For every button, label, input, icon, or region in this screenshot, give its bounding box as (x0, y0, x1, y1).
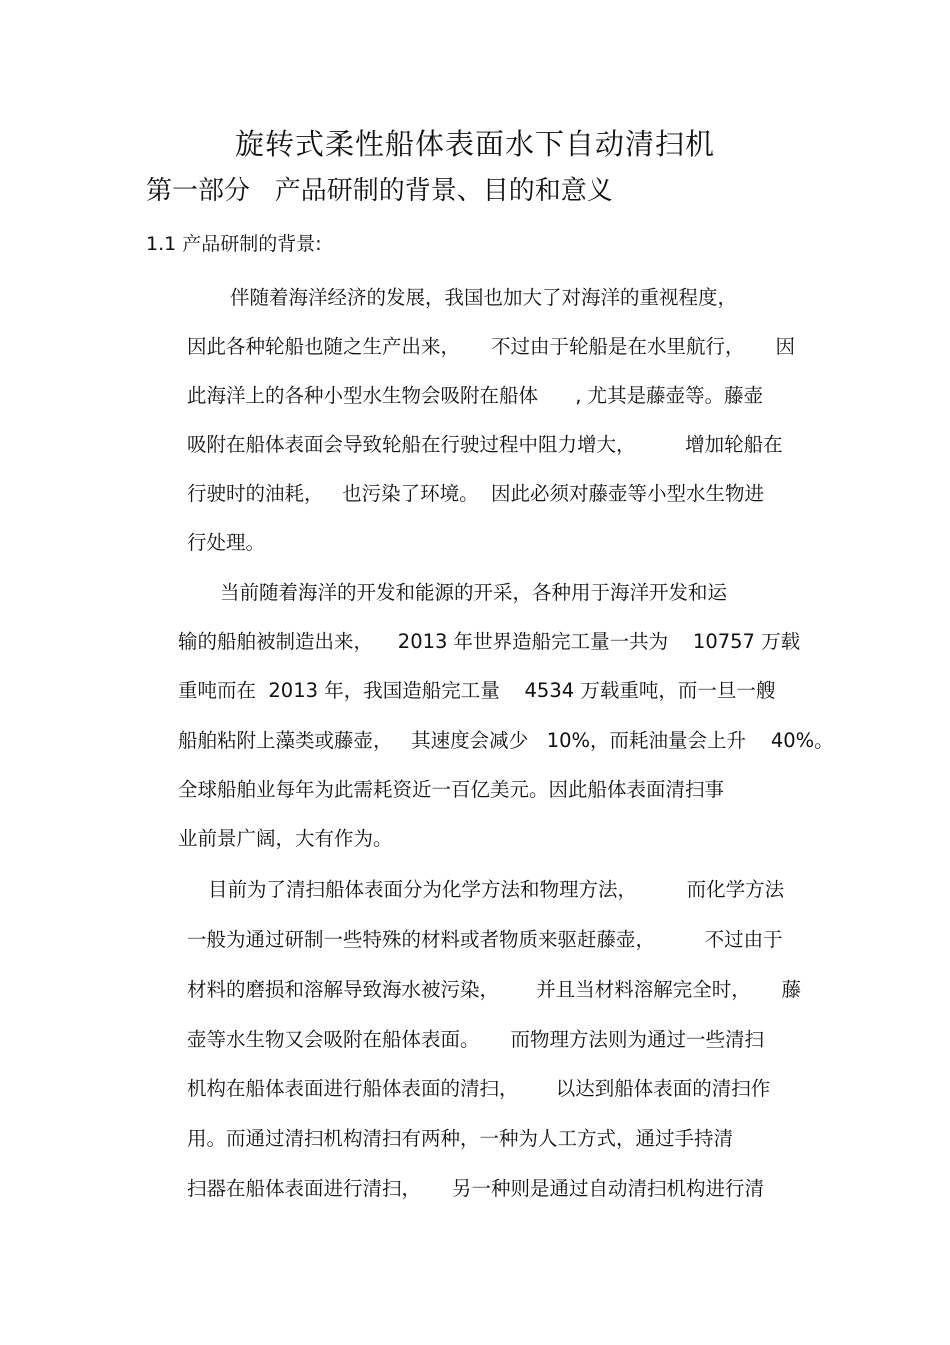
paragraph-line: 行处理。 (187, 531, 266, 554)
paragraph-line: 当前随着海洋的开发和能源的开采，各种用于海洋开发和运 (220, 581, 728, 604)
paragraph-line: 因此各种轮船也随之生产出来， 不过由于轮船是在水里航行， 因 (187, 335, 795, 358)
paragraph-line: 用。而通过清扫机构清扫有两种，一种为人工方式，通过手持清 (187, 1127, 734, 1150)
paragraph-line: 此海洋上的各种小型水生物会吸附在船体 , 尤其是藤壶等。藤壶 (187, 384, 764, 407)
paragraph-line: 一般为通过研制一些特殊的材料或者物质来驱赶藤壶， 不过由于 (187, 928, 783, 951)
paragraph-line: 伴随着海洋经济的发展，我国也加大了对海洋的重视程度， (230, 286, 738, 309)
paragraph-line: 扫器在船体表面进行清扫， 另一种则是通过自动清扫机构进行清 (187, 1177, 764, 1200)
paragraph-line: 材料的磨损和溶解导致海水被污染， 并且当材料溶解完全时， 藤 (187, 978, 802, 1001)
paragraph-line: 输的船舶被制造出来， 2013 年世界造船完工量一共为 10757 万载 (178, 630, 801, 653)
paragraph-line: 重吨而在 2013 年，我国造船完工量 4534 万载重吨，而一旦一艘 (178, 679, 776, 702)
section-heading: 1.1 产品研制的背景: (146, 233, 322, 255)
paragraph-line: 机构在船体表面进行船体表面的清扫， 以达到船体表面的清扫作 (187, 1077, 771, 1100)
document-title: 旋转式柔性船体表面水下自动清扫机 (234, 127, 715, 161)
paragraph-line: 业前景广阔，大有作为。 (178, 827, 393, 850)
paragraph-line: 全球船舶业每年为此需耗资近一百亿美元。因此船体表面清扫事 (178, 778, 725, 801)
paragraph-line: 船舶粘附上藻类或藤壶， 其速度会减少 10%，而耗油量会上升 40%。 (178, 729, 834, 752)
part-heading: 第一部分 产品研制的背景、目的和意义 (146, 176, 613, 206)
paragraph-line: 壶等水生物又会吸附在船体表面。 而物理方法则为通过一些清扫 (187, 1028, 764, 1051)
paragraph-line: 目前为了清扫船体表面分为化学方法和物理方法， 而化学方法 (208, 878, 785, 901)
paragraph-line: 行驶时的油耗， 也污染了环境。 因此必须对藤壶等小型水生物进 (187, 482, 764, 505)
paragraph-line: 吸附在船体表面会导致轮船在行驶过程中阻力增大， 增加轮船在 (187, 433, 783, 456)
